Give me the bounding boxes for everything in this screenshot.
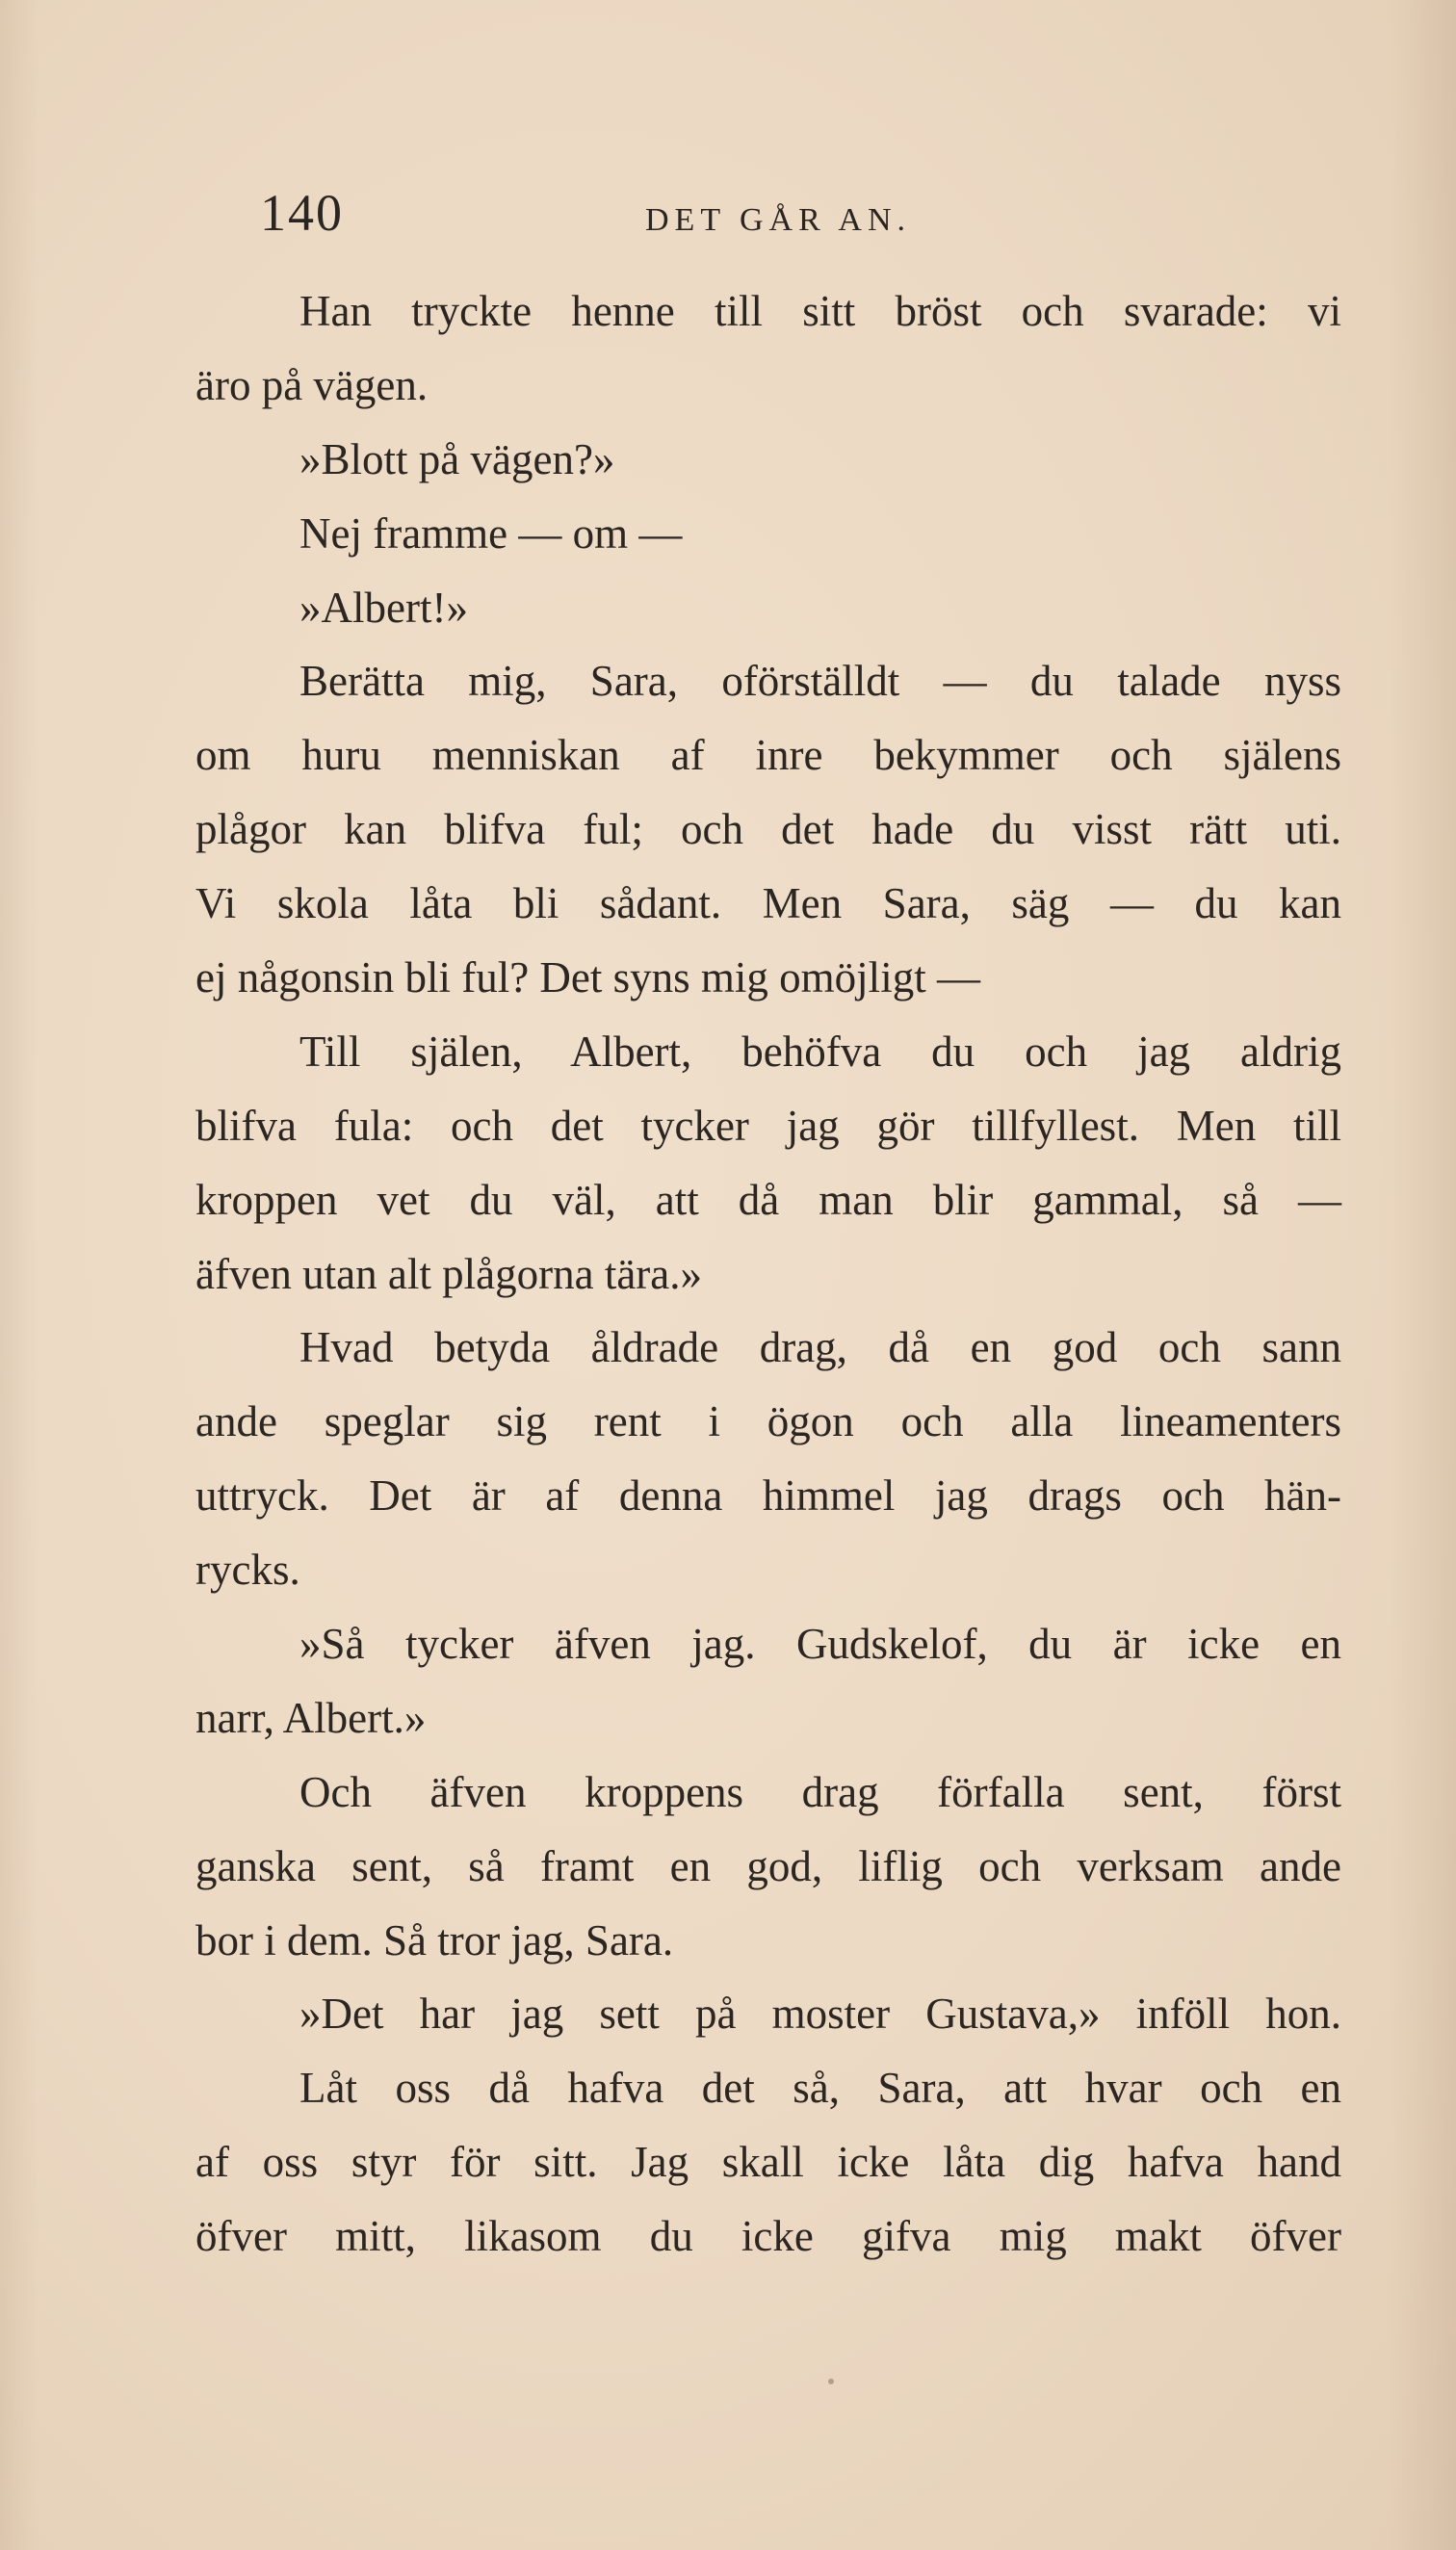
text-line: Berätta mig, Sara, oförställdt — du talade nyss	[299, 657, 1341, 706]
text-line: äro på vägen.	[195, 360, 429, 409]
text-line: Till själen, Albert, behöfva du och jag aldrig	[299, 1027, 1341, 1076]
text-line: bor i dem. Så tror jag, Sara.	[195, 1915, 674, 1965]
text-line: ganska sent, så framt en god, liflig och verksam ande	[195, 1841, 1341, 1890]
text-line: öfver mitt, likasom du icke gifva mig makt öfver	[195, 2212, 1341, 2261]
text-line: af oss styr för sitt. Jag skall icke låta dig hafva hand	[195, 2138, 1341, 2187]
ink-spot	[828, 2379, 834, 2384]
text-line: narr, Albert.»	[195, 1693, 427, 1742]
text-line: Låt oss då hafva det så, Sara, att hvar och en	[299, 2064, 1341, 2113]
text-line: ande speglar sig rent i ögon och alla lineamenters	[195, 1397, 1341, 1446]
running-head: DET GÅR AN.	[645, 202, 911, 238]
text-line: Hvad betyda åldrade drag, då en god och sann	[299, 1323, 1341, 1372]
text-line: Han tryckte henne till sitt bröst och svarade: vi	[299, 287, 1341, 335]
text-line: om huru menniskan af inre bekymmer och själens	[195, 731, 1341, 780]
text-line: »Albert!»	[299, 583, 468, 632]
text-line: ej någonsin bli ful? Det syns mig omöjligt —	[195, 953, 980, 1002]
page-header	[260, 183, 1348, 250]
text-line: uttryck. Det är af denna himmel jag drags och hän-	[195, 1471, 1341, 1521]
text-line: blifva fula: och det tycker jag gör tillfyllest. Men till	[195, 1101, 1341, 1150]
text-line: plågor kan blifva ful; och det hade du visst rätt uti.	[195, 805, 1341, 854]
body-text	[195, 274, 1341, 2274]
text-line: Vi skola låta bli sådant. Men Sara, säg — du kan	[195, 879, 1341, 928]
text-line: Och äfven kroppens drag förfalla sent, först	[299, 1767, 1341, 1816]
text-line: äfven utan alt plågorna tära.»	[195, 1249, 703, 1298]
text-line: »Blott på vägen?»	[299, 434, 615, 483]
page-number: 140	[260, 184, 344, 242]
text-line: »Så tycker äfven jag. Gudskelof, du är icke en	[299, 1620, 1341, 1669]
text-line: rycks.	[195, 1546, 300, 1595]
text-line: kroppen vet du väl, att då man blir gammal, så —	[195, 1175, 1341, 1224]
text-line: Nej framme — om —	[299, 508, 683, 558]
text-line: »Det har jag sett på moster Gustava,» inföll hon.	[299, 1990, 1341, 2039]
